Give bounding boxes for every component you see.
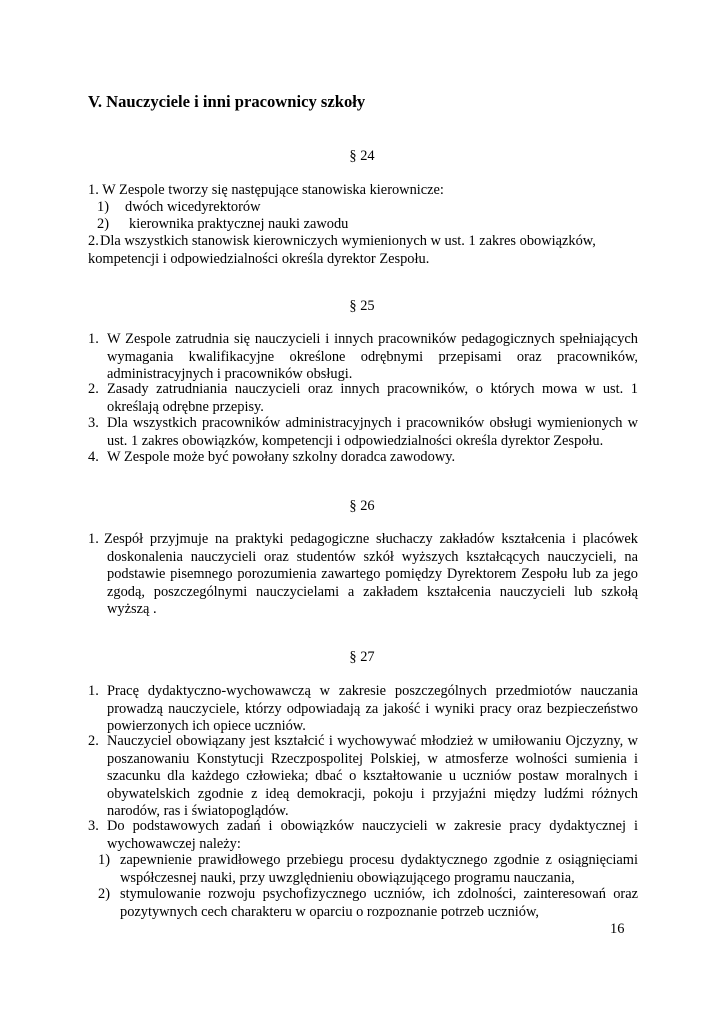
s25-list-item-3 <box>88 415 638 450</box>
list-item-text: Do podstawowych zadań i obowiązków nauczycieli w zakresie pracy dydaktycznej i wychowawczej należy: <box>107 818 638 852</box>
s24-paragraph-2 <box>88 233 636 268</box>
list-item-text: W Zespole zatrudnia się nauczycieli i innych pracowników pedagogicznych spełniających wymagania kwalifikacyjne określone odrębnymi przepisami oraz pracowników, administracyjnych i pracowników obsługi. <box>107 331 638 382</box>
sublist-item-text: zapewnienie prawidłowego przebiegu procesu dydaktycznego zgodnie z osiągnięciami współczesnej nauki, przy uwzględnieniu obowiązującego programu nauczania, <box>120 852 638 886</box>
s25-list-item-4 <box>88 449 638 467</box>
section-heading-26: § 26 <box>349 498 375 514</box>
list-item-num: 3. <box>88 415 99 431</box>
page-number: 16 <box>610 921 625 937</box>
list-item-text: Dla wszystkich pracowników administracyjnych i pracowników obsługi wymienionych w ust. 1 zakres obowiązków, kompetencji i odpowiedzialności określa dyrektor Zespołu. <box>107 415 638 449</box>
s27-sublist-item-2 <box>98 886 638 921</box>
s24-paragraph-2-text: Dla wszystkich stanowisk kierowniczych wymienionych w ust. 1 zakres obowiązków, kompetencji i odpowiedzialności określa dyrektor Zespołu. <box>88 233 596 267</box>
section-heading-24: § 24 <box>349 148 375 164</box>
list-item-num: 4. <box>88 449 99 465</box>
s25-list-item-2 <box>88 381 638 416</box>
list-item-num: 2. <box>88 733 99 749</box>
s27-sublist-item-1 <box>98 852 638 887</box>
s27-list-item-2 <box>88 733 638 821</box>
list-item-num: 1. <box>88 331 99 347</box>
s24-list-item-num: 2) <box>97 216 109 232</box>
list-item-text: Zasady zatrudniania nauczycieli oraz innych pracowników, o których mowa w ust. 1 określają odrębne przepisy. <box>107 381 638 415</box>
section-heading-25: § 25 <box>349 298 375 314</box>
list-item-num: 1. <box>88 683 99 699</box>
s24-list-item-2 <box>97 216 349 234</box>
s24-list-item-1 <box>97 199 261 217</box>
s25-list-item-1 <box>88 331 638 384</box>
s26-paragraph-text: Zespół przyjmuje na praktyki pedagogiczne słuchaczy zakładów kształcenia i placówek doskonalenia nauczycieli oraz studentów szkół wyższych kształcących nauczycieli, na podstawie pisemnego porozumienia zawartego pomiędzy Dyrektorem Zespołu lub za jego zgodą, poszczególnymi nauczycielami a zakładem kształcenia nauczycieli lub szkołą wyższą . <box>104 531 638 617</box>
s24-list-item-text: dwóch wicedyrektorów <box>125 199 261 215</box>
sublist-item-num: 1) <box>98 852 110 868</box>
list-item-text: Pracę dydaktyczno-wychowawczą w zakresie poszczególnych przedmiotów nauczania prowadzą nauczyciele, którzy odpowiadają za jakość i wyniki pracy oraz bezpieczeństwo powierzonych ich opiece uczniów. <box>107 683 638 734</box>
s24-paragraph-2-num: 2. <box>88 233 99 249</box>
chapter-title: V. Nauczyciele i inni pracownicy szkoły <box>88 92 366 111</box>
sublist-item-text: stymulowanie rozwoju psychofizycznego uczniów, ich zdolności, zainteresowań oraz pozytywnych cech charakteru w oparciu o rozpoznanie potrzeb uczniów, <box>120 886 638 920</box>
list-item-num: 2. <box>88 381 99 397</box>
s24-list-item-text: kierownika praktycznej nauki zawodu <box>129 216 349 232</box>
s27-list-item-1 <box>88 683 638 736</box>
list-item-text: W Zespole może być powołany szkolny doradca zawodowy. <box>107 449 456 465</box>
s24-paragraph-1: 1. W Zespole tworzy się następujące stanowiska kierownicze: <box>88 182 444 198</box>
s24-list-item-num: 1) <box>97 199 109 215</box>
section-heading-27: § 27 <box>349 649 375 665</box>
s26-paragraph <box>88 531 638 619</box>
list-item-num: 3. <box>88 818 99 834</box>
s27-list-item-3 <box>88 818 638 853</box>
s26-paragraph-num: 1. <box>88 531 99 547</box>
sublist-item-num: 2) <box>98 886 110 902</box>
list-item-text: Nauczyciel obowiązany jest kształcić i wychowywać młodzież w umiłowaniu Ojczyzny, w poszanowaniu Konstytucji Rzeczpospolitej Polskiej, w atmosferze wolności sumienia i szacunku dla każdego człowieka; dbać o kształtowanie u uczniów postaw moralnych i obywatelskich zgodnie z ideą demokracji, pokoju i przyjaźni między ludźmi różnych narodów, ras i światopoglądów. <box>107 733 638 819</box>
